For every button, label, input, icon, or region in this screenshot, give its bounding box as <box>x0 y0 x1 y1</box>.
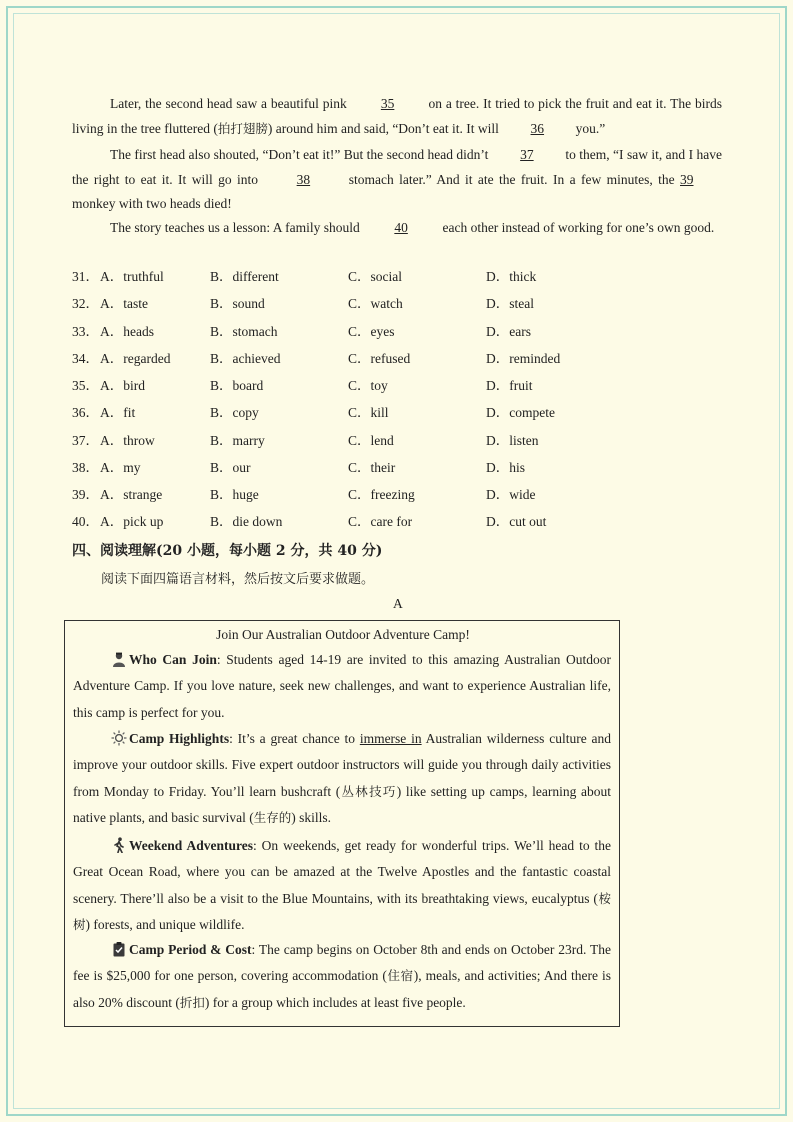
option-b[interactable]: B．stomach <box>210 324 278 339</box>
blank-40: 40 <box>394 220 408 235</box>
text-cn: 折扣 <box>179 994 205 1010</box>
option-b[interactable]: B．die down <box>210 514 283 529</box>
ad-weekend-adventures <box>73 833 611 938</box>
option-d[interactable]: D．wide <box>486 487 536 502</box>
text: The story teaches us a lesson: A family should <box>110 220 360 235</box>
option-d[interactable]: D．steal <box>486 296 534 311</box>
option-b[interactable]: B．marry <box>210 433 265 448</box>
text: on a tree. It tried to pick the fruit and eat it. The birds living in the tree fluttered ( <box>72 96 723 136</box>
ad-camp-highlights <box>73 726 611 831</box>
text: ) skills. <box>291 809 331 825</box>
option-a[interactable]: A．throw <box>100 433 155 448</box>
blank-35: 35 <box>380 96 395 111</box>
question-number: 33． <box>72 324 99 339</box>
blank-37: 37 <box>520 147 534 162</box>
option-c[interactable]: C．kill <box>348 405 389 420</box>
ad-who-can-join <box>73 647 611 726</box>
question-number: 34． <box>72 351 99 366</box>
cloze-paragraph-1 <box>72 92 722 141</box>
underlined-phrase: immerse in <box>359 731 422 746</box>
text: ), meals, and activities; And there is also 20% discount ( <box>73 968 611 1010</box>
section-heading: 四、阅读理解(20 小题，每小题 2 分，共 40 分) <box>72 543 383 559</box>
clipboard-icon <box>111 941 127 957</box>
text: The first head also shouted, “Don’t eat it!” But the second head didn’t <box>110 147 489 162</box>
advertisement-box <box>64 620 620 1027</box>
ad-camp-period-cost <box>73 937 611 1016</box>
text: : Students aged 14-19 are invited to this amazing Australian Outdoor Adventure Camp. If you love nature, seek new challenges, and want to experience Australian life, this camp is perfect for you. <box>73 652 611 720</box>
option-c[interactable]: C．care for <box>348 514 413 529</box>
question-number: 37． <box>72 433 99 448</box>
option-c[interactable]: C．their <box>348 460 396 475</box>
option-c[interactable]: C．social <box>348 269 402 284</box>
option-b[interactable]: B．achieved <box>210 351 281 366</box>
text: to them, “I saw it, and I have the right to eat it. It will go into <box>72 147 723 187</box>
question-number: 40． <box>72 514 99 529</box>
option-d[interactable]: D．compete <box>486 405 555 420</box>
option-c[interactable]: C．watch <box>348 296 403 311</box>
option-d[interactable]: D．reminded <box>486 351 561 366</box>
ad-section-heading: Camp Period & Cost <box>129 942 252 957</box>
option-b[interactable]: B．our <box>210 460 251 475</box>
option-a[interactable]: A．my <box>100 460 141 475</box>
option-a[interactable]: A．strange <box>100 487 163 502</box>
text: : On weekends, get ready for wonderful trips. We’ll head to the Great Ocean Road, where you can be amazed at the Twelve Apostles and the fantastic coastal scenery. There’ll also be a visit to the Blue Mountains, with its breathtaking views, eucalyptus ( <box>73 838 612 906</box>
option-a[interactable]: A．taste <box>100 296 148 311</box>
option-c[interactable]: C．toy <box>348 378 388 393</box>
text: ) forests, and unique wildlife. <box>85 916 245 932</box>
sun-icon <box>111 730 127 746</box>
text: ) like setting up camps, learning about native plants, and basic survival ( <box>73 783 611 825</box>
passage-label: A <box>393 596 403 611</box>
option-d[interactable]: D．ears <box>486 324 531 339</box>
option-b[interactable]: B．different <box>210 269 279 284</box>
option-d[interactable]: D．his <box>486 460 526 475</box>
walking-person-icon <box>111 837 127 853</box>
text-cn: 住宿 <box>386 968 414 984</box>
text: ) for a group which includes at least five people. <box>204 994 466 1010</box>
ad-section-heading: Who Can Join <box>129 652 217 667</box>
person-icon <box>111 651 127 667</box>
option-b[interactable]: B．huge <box>210 487 259 502</box>
option-c[interactable]: C．freezing <box>348 487 415 502</box>
text: you.” <box>575 120 606 136</box>
blank-36: 36 <box>530 120 545 136</box>
text: Later, the second head saw a beautiful pink <box>110 96 347 111</box>
question-number: 36． <box>72 405 99 420</box>
text-cn: 生存的 <box>253 809 292 825</box>
text: each other instead of working for one’s own good. <box>442 220 715 235</box>
text: : The camp begins on October 8th and ends on October 23rd. The fee is $25,000 for one person, covering accommodation ( <box>73 942 611 984</box>
text: : It’s a great chance to <box>229 731 360 746</box>
text-cn: 丛林技巧 <box>340 783 397 799</box>
question-number: 31． <box>72 269 99 284</box>
text-cn: 拍打翅膀 <box>217 120 268 136</box>
section-instruction: 阅读下面四篇语言材料，然后按文后要求做题。 <box>101 572 375 587</box>
ad-section-heading: Weekend Adventures <box>129 838 253 853</box>
question-number: 38． <box>72 460 99 475</box>
text: stomach later.” And it ate the fruit. In a few minutes, the <box>348 171 675 187</box>
option-a[interactable]: A．pick up <box>100 514 164 529</box>
option-a[interactable]: A．truthful <box>100 269 164 284</box>
ad-section-heading: Camp Highlights <box>129 731 230 746</box>
text: ) around him and said, “Don’t eat it. It will <box>267 120 499 136</box>
option-c[interactable]: C．lend <box>348 433 394 448</box>
cloze-paragraph-3 <box>72 216 722 241</box>
text: monkey with two heads died! <box>72 196 232 211</box>
option-b[interactable]: B．copy <box>210 405 259 420</box>
option-d[interactable]: D．listen <box>486 433 539 448</box>
option-c[interactable]: C．refused <box>348 351 411 366</box>
question-number: 35． <box>72 378 99 393</box>
text: Australian wilderness culture and improve your outdoor skills. Five expert outdoor instructors will guide you through daily activities from Monday to Friday. You’ll learn bushcraft ( <box>73 731 611 799</box>
option-c[interactable]: C．eyes <box>348 324 395 339</box>
question-number: 32． <box>72 296 99 311</box>
option-a[interactable]: A．fit <box>100 405 136 420</box>
text-cn: 桉树 <box>73 890 611 932</box>
option-b[interactable]: B．sound <box>210 296 265 311</box>
option-b[interactable]: B．board <box>210 378 264 393</box>
blank-39: 39 <box>680 171 694 187</box>
option-a[interactable]: A．regarded <box>100 351 171 366</box>
option-a[interactable]: A．bird <box>100 378 145 393</box>
blank-38: 38 <box>296 171 311 187</box>
option-d[interactable]: D．cut out <box>486 514 547 529</box>
cloze-paragraph-2 <box>72 143 722 217</box>
option-d[interactable]: D．thick <box>486 269 537 284</box>
question-number: 39． <box>72 487 99 502</box>
option-a[interactable]: A．heads <box>100 324 154 339</box>
option-d[interactable]: D．fruit <box>486 378 533 393</box>
ad-title: Join Our Australian Outdoor Adventure Camp! <box>216 627 470 642</box>
